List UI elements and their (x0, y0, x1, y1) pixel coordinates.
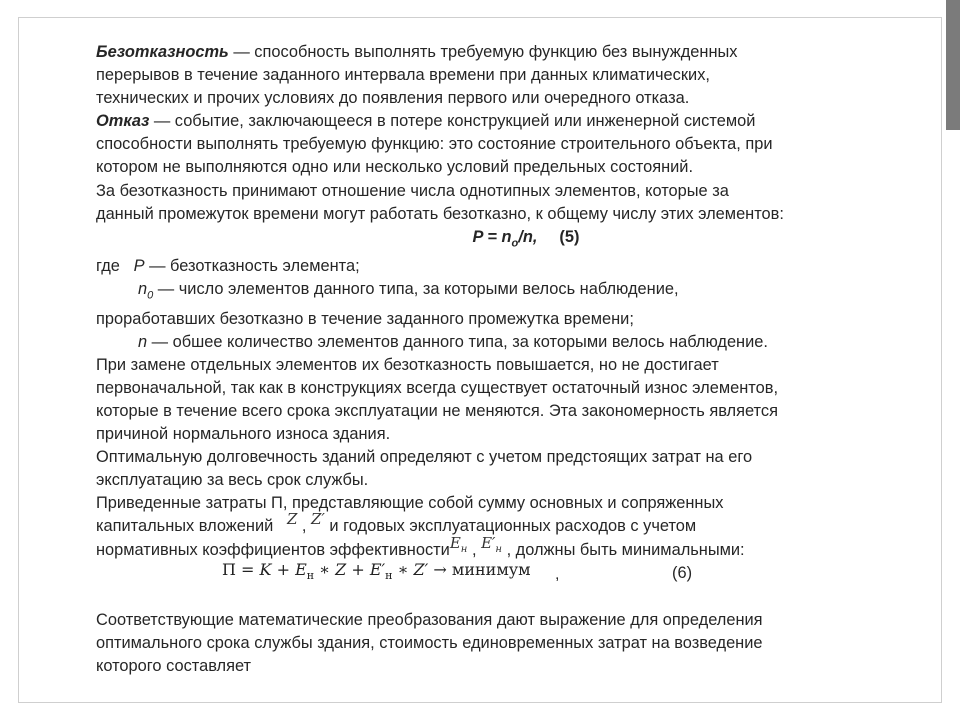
paragraph-replacement-line-1: При замене отдельных элементов их безотказность повышается, но не достигает (96, 355, 719, 374)
formula-6-comma: , (555, 566, 560, 583)
paragraph-failure-line-2: способности выполнять требуемую функцию: это состояние строительного объекта, при (96, 135, 773, 154)
paragraph-reliability-line-3: технических и прочих условиях до появления первого или очередного отказа. (96, 89, 690, 108)
paragraph-replacement-line-2: первоначальной, так как в конструкциях всегда существует остаточный износ элементов, (96, 378, 778, 397)
paragraph-replacement-line-4: причиной нормального износа здания. (96, 425, 391, 444)
symbol-z: Z (286, 510, 298, 529)
paragraph-durability-line-1: Оптимальную долговечность зданий определяют с учетом предстоящих затрат на его (96, 448, 753, 467)
arrow-icon: → (428, 560, 452, 579)
paragraph-ratio-line-1: За безотказность принимают отношение числа однотипных элементов, которые за (96, 181, 729, 200)
paragraph-transformations-line-3: которого составляет (96, 657, 252, 676)
paragraph-transformations-line-2: оптимального срока службы здания, стоимость единовременных затрат на возведение (96, 634, 763, 653)
paragraph-failure-line-1: Отказ — событие, заключающееся в потере конструкцией или инженерной системой (96, 112, 756, 131)
paragraph-costs-line-1: Приведенные затраты П, представляющие собой сумму основных и сопряженных (96, 494, 724, 513)
formula-5-number: (5) (559, 227, 580, 246)
accent-bar (946, 0, 960, 130)
paragraph-transformations-line-1: Соответствующие математические преобразования дают выражение для определения (96, 611, 763, 629)
definition-n0: $n_0$ — число элементов данного типа, за которыми велось наблюдение, (138, 280, 679, 302)
symbol-e: $E_н$ (449, 533, 468, 555)
paragraph-transformations (96, 609, 896, 678)
paragraph-costs-line-3: нормативных коэффициентов эффективностиE$_н$ , $E'_н$ , должны быть минимальными: (96, 533, 745, 559)
formula-5: $P = n_o/n$, (5) (472, 227, 580, 250)
paragraph-reliability-line-1: Безотказность — способность выполнять требуемую функцию без вынужденных (96, 43, 738, 61)
symbol-e-prime: $E'_н$ (481, 533, 503, 555)
paragraph-replacement-line-3: которые в течение всего срока эксплуатации не меняются. Эта закономерность является (96, 401, 778, 420)
definition-n0-continuation: проработавших безотказно в течение заданного промежутка времени; (96, 309, 634, 328)
symbol-z-prime: Z′ (311, 510, 325, 529)
paragraph-ratio-line-2: данный промежуток времени могут работать безотказно, к общему числу этих элементов: (96, 204, 784, 223)
definition-p: где P — безотказность элемента; (96, 257, 360, 276)
paragraph-costs-line-2: капитальных вложений Z , Z′ и годовых эксплуатационных расходов с учетом (96, 510, 697, 536)
definition-n: n — обшее количество элементов данного типа, за которыми велось наблюдение. (138, 332, 768, 351)
paragraph-durability-line-2: эксплуатацию за весь срок службы. (96, 471, 369, 490)
formula-6: $П = K + E_н$ ∗ $Z + E'_н$ ∗ Z′ → минимум (222, 560, 531, 582)
term-reliability: Безотказность (96, 43, 229, 61)
paragraph-failure-line-3: котором не выполняются одно или несколько условий предельных состояний. (96, 158, 694, 177)
formula-6-number: (6) (672, 564, 693, 582)
paragraph-reliability-line-2: перерывов в течение заданного интервала времени при данных климатических, (96, 66, 710, 85)
term-failure: Отказ (96, 112, 150, 131)
slide-body (96, 41, 896, 568)
